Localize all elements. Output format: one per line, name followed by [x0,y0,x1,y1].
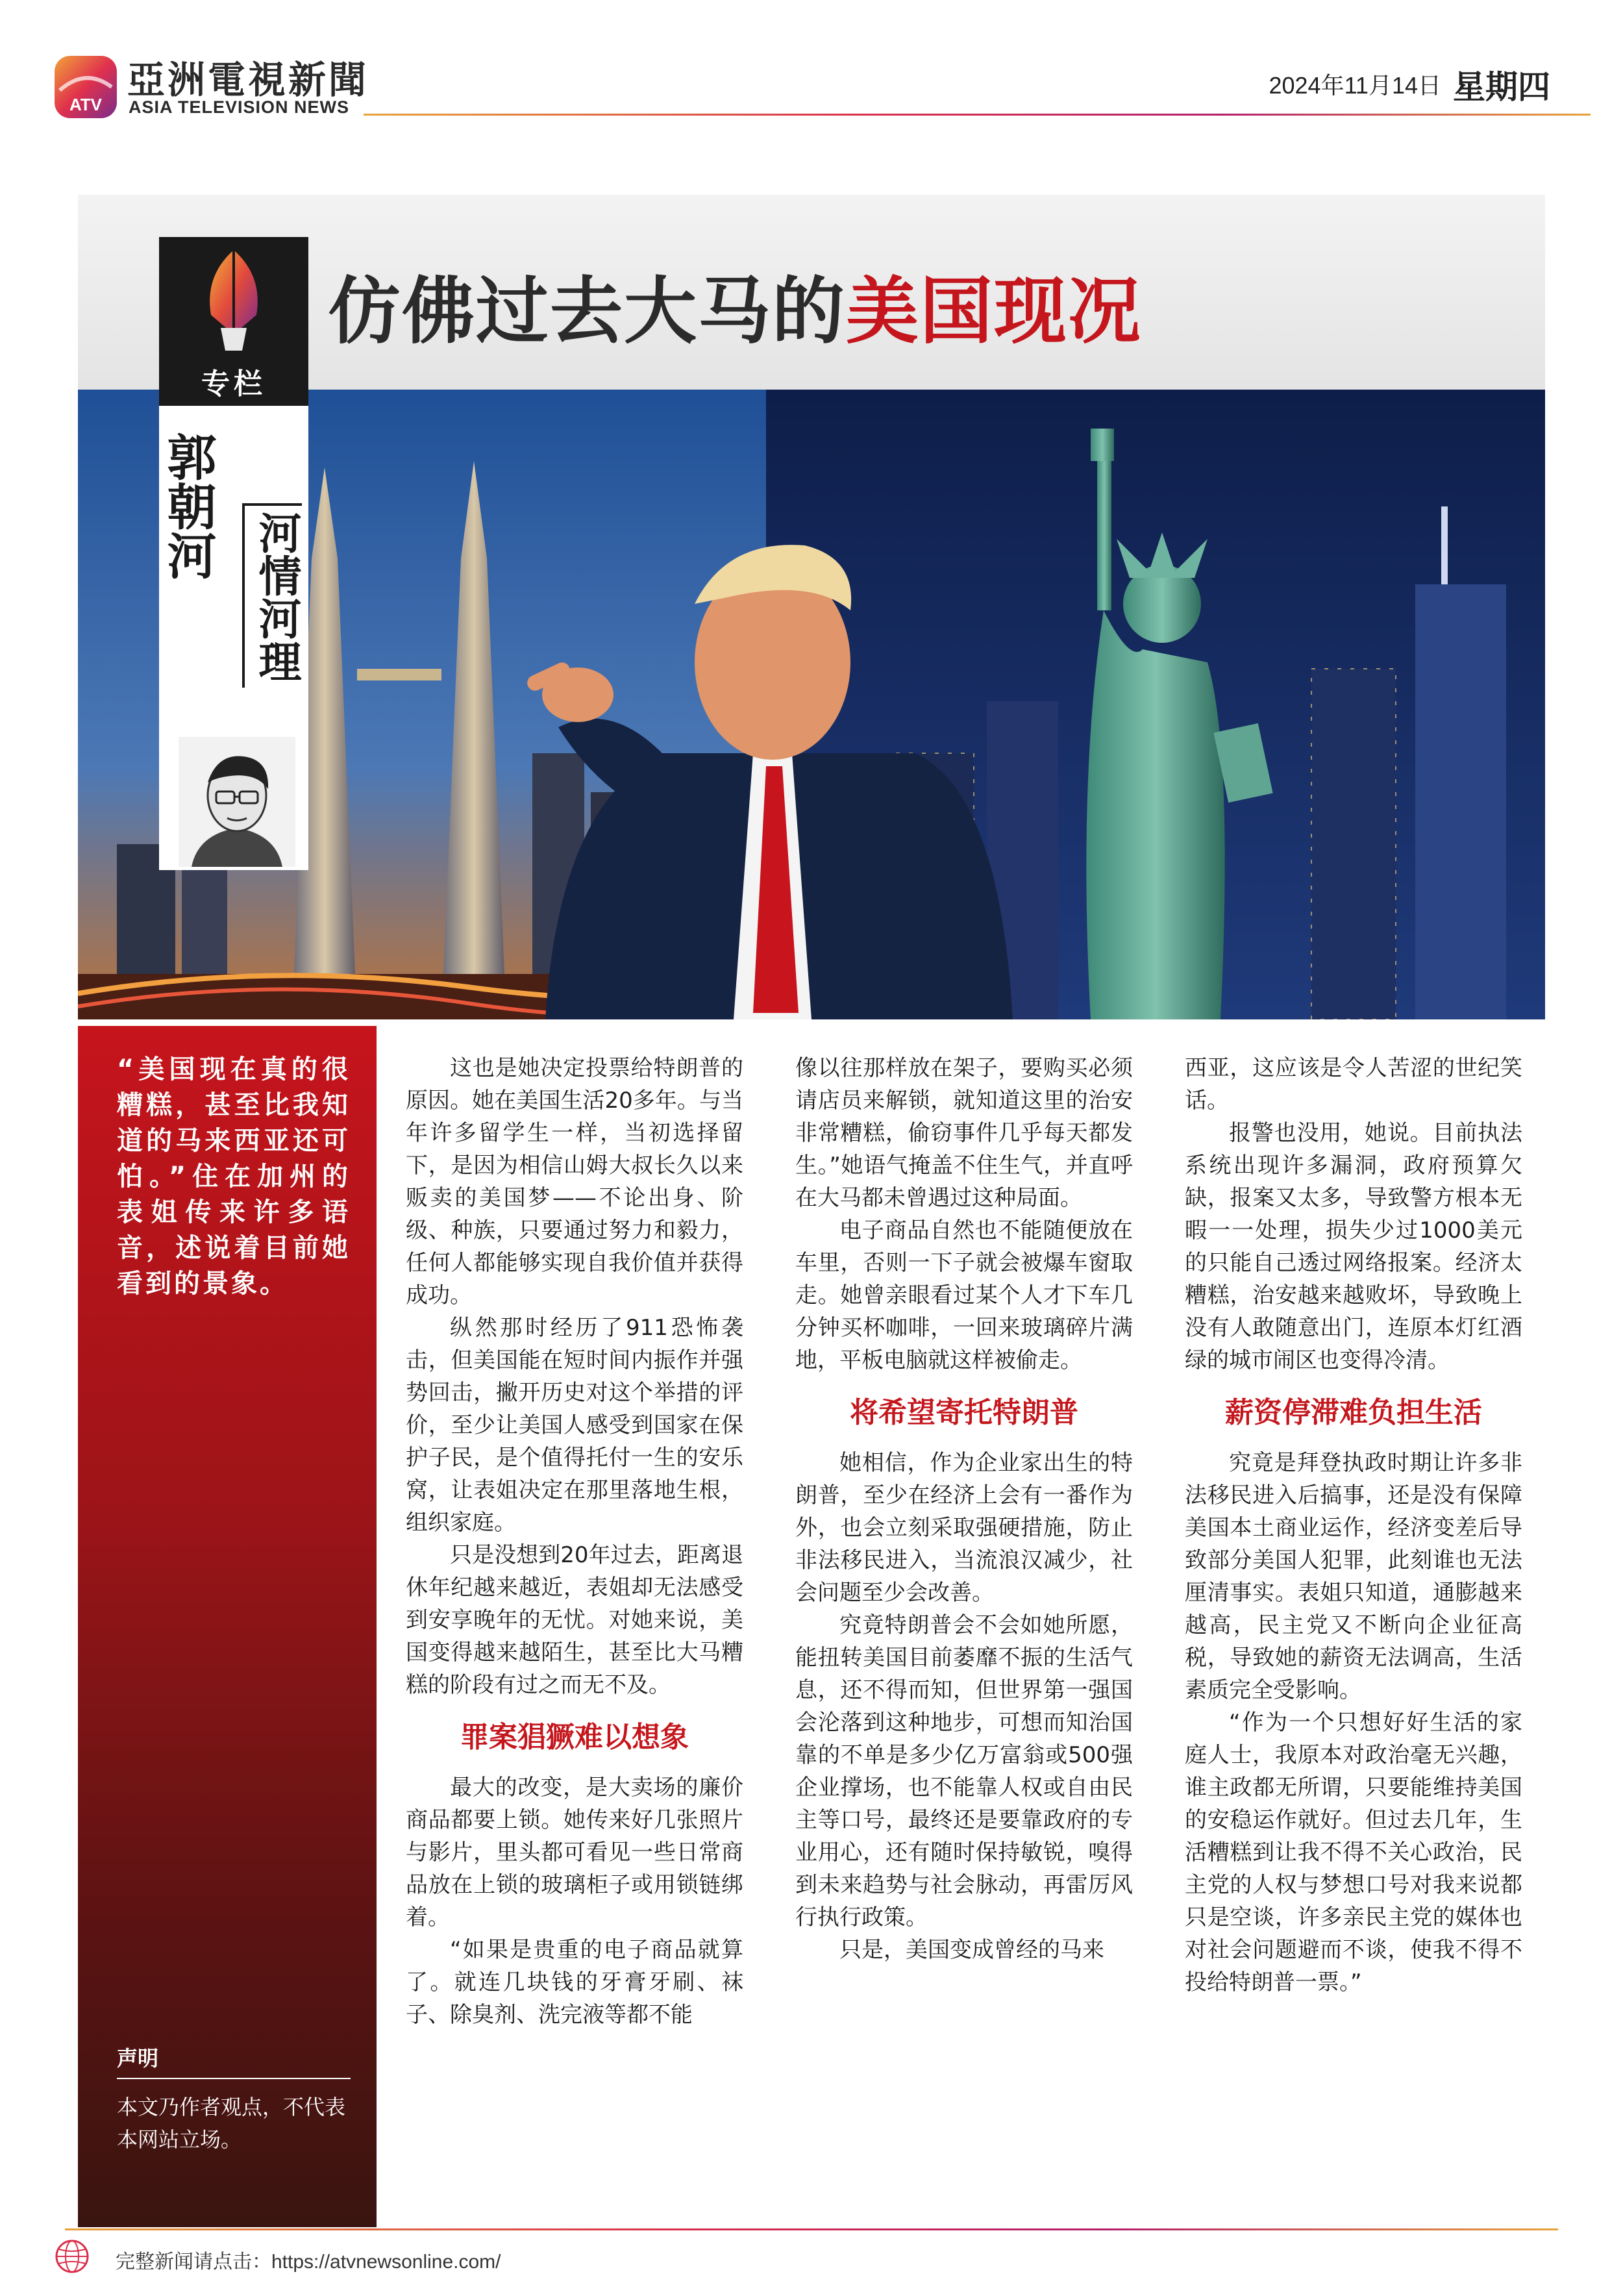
footer-label-text: 完整新闻请点击： [116,2251,271,2273]
paragraph: 究竟特朗普会不会如她所愿，能扭转美国目前萎靡不振的生活气息，还不得而知，但世界第一强国会沦落到这种地步，可想而知治国靠的不单是多少亿万富翁或500强企业撑场，也不能靠人权或自由民主等口号，最终还是要靠政府的专业用心，还有随时保持敏锐，嗅得到未来趋势与社会脉动，再雷厉风行执行政策。 [795,1612,1133,1930]
paragraph: 纵然那时经历了911恐怖袭击，但美国能在短时间内振作并强势回击，撇开历史对这个举措的评价，至少让美国人感受到国家在保护子民，是个值得托付一生的安乐窝，让表姐决定在那里落地生根，组织家庭。 [406,1315,743,1536]
paragraph: 究竟是拜登执政时期让许多非法移民进入后搞事，还是没有保障美国本土商业运作，经济变差后导致部分美国人犯罪，此刻谁也无法厘清事实。表姐只知道，通膨越来越高，民主党又不断向企业征高税，导致她的薪资无法调高，生活素质完全受影响。 [1185,1450,1522,1703]
column-panel [159,237,308,870]
publish-weekday: 星期四 [1453,68,1550,106]
section-heading: 薪资停滞难负担生活 [1225,1396,1482,1429]
section-heading: 罪案猖獗难以想象 [460,1721,689,1754]
publish-date: 2024年11月14日 [1269,72,1441,99]
paragraph: 她相信，作为企业家出生的特朗普，至少在经济上会有一番作为外，也会立刻采取强硬措施，防止非法移民进入，当流浪汉减少，社会问题至少会改善。 [795,1450,1133,1606]
brand-name-chinese: 亞洲電視新聞 [127,58,369,102]
author-avatar [179,737,295,867]
disclaimer-divider [117,2078,351,2079]
column-badge [159,237,308,406]
header-divider [364,114,1591,116]
article-column-2 [795,1052,1133,1966]
disclaimer-title: 声明 [117,2046,159,2071]
sidebar [78,1026,377,2227]
column-name: 河情河理 [242,503,302,688]
globe-footer-icon [55,2239,90,2274]
paragraph: 像以往那样放在架子，要购买必须请店员来解锁，就知道这里的治安非常糟糕，偷窃事件几乎每天都发生。”她语气掩盖不住生气，并直呼在大马都未曾遇过这种局面。 [795,1055,1133,1211]
author-name: 郭朝河 [159,432,217,580]
paragraph: 这也是她决定投票给特朗普的原因。她在美国生活20多年。与当年许多留学生一样，当初选择留下，是因为相信山姆大叔长久以来贩卖的美国梦——不论出身、阶级、种族，只要通过努力和毅力，任何人都能够实现自我价值并获得成功。 [406,1055,743,1308]
atv-logo-icon [53,55,118,119]
headline-highlight: 美国现况 [846,269,1142,354]
paragraph: “作为一个只想好好生活的家庭人士，我原本对政治毫无兴趣，谁主政都无所谓，只要能维持美国的安稳运作就好。但过去几年，生活糟糕到让我不得不关心政治，民主党的人权与梦想口号对我来说都只是空谈，许多亲民主党的媒体也对社会问题避而不谈，使我不得不投给特朗普一票。” [1185,1710,1522,1995]
quill-pen-icon [159,237,308,360]
brand-name-english: ASIA TELEVISION NEWS [129,97,350,117]
column-badge-label: 专栏 [201,368,266,401]
paragraph: 最大的改变，是大卖场的廉价商品都要上锁。她传来好几张照片与影片，里头都可看见一些日常商品放在上锁的玻璃柜子或用锁链绑着。 [406,1775,743,1930]
paragraph: 只是没想到20年过去，距离退休年纪越来越近，表姐却无法感受到安享晚年的无忧。对她来说，美国变得越来越陌生，甚至比大马糟糕的阶段有过之而无不及。 [406,1542,743,1698]
paragraph: 报警也没用，她说。目前执法系统出现许多漏洞，政府预算欠缺，报案又太多，导致警方根本无暇一一处理，损失少过1000美元的只能自己透过网络报案。经济太糟糕，治安越来越败坏，导致晚上没有人敢随意出门，连原本灯红酒绿的城市闹区也变得冷清。 [1185,1120,1522,1373]
paragraph: “如果是贵重的电子商品就算了。就连几块钱的牙膏牙刷、袜子、除臭剂、洗完液等都不能 [406,1937,743,2028]
paragraph: 只是，美国变成曾经的马来 [839,1937,1104,1963]
paragraph: 西亚，这应该是令人苦涩的世纪笑话。 [1185,1055,1522,1114]
article-column-3 [1185,1052,1522,1999]
footer-url[interactable]: https://atvnewsonline.com/ [271,2251,501,2273]
section-heading: 将希望寄托特朗普 [850,1396,1078,1429]
pull-quote: “美国现在真的很糟糕，甚至比我知道的马来西亚还可怕。”住在加州的表姐传来许多语音，述说着目前她看到的景象。 [117,1054,351,1299]
page-header [0,0,1623,123]
footer-divider [65,2228,1558,2230]
disclaimer-text: 本文乃作者观点，不代表本网站立场。 [117,2095,346,2152]
article-column-1 [406,1052,743,2031]
svg-text:ATV: ATV [69,95,103,114]
paragraph: 电子商品自然也不能随便放在车里，否则一下子就会被爆车窗取走。她曾亲眼看过某个人才下车几分钟买杯咖啡，一回来玻璃碎片满地，平板电脑就这样被偷走。 [795,1217,1133,1373]
footer-link[interactable] [116,2245,501,2274]
headline [328,253,1142,358]
headline-part1: 仿佛过去大马的 [328,269,846,354]
